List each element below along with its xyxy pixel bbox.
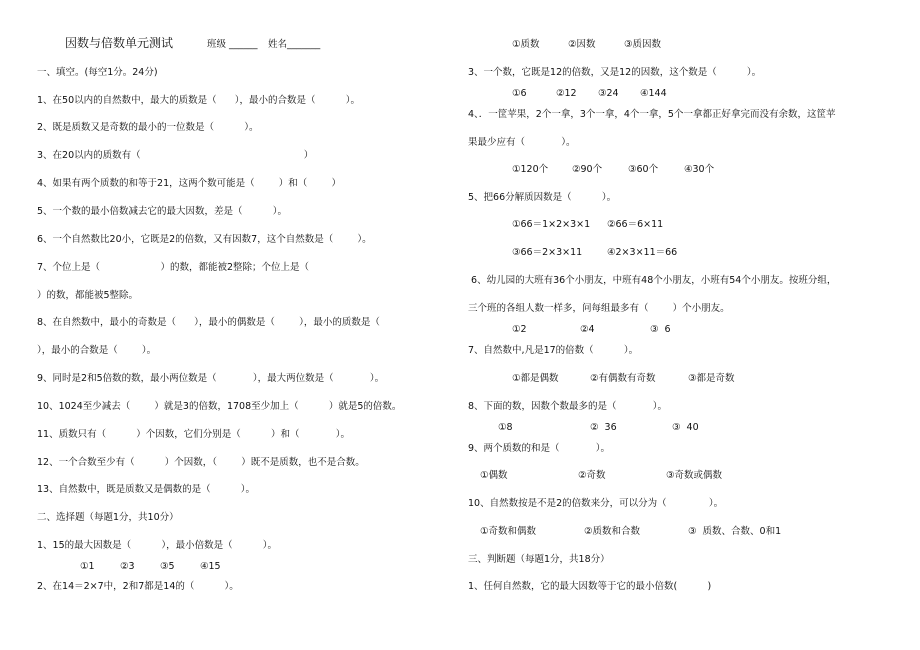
choice-2-option: ①质数 (512, 39, 540, 50)
choice-1-option: ②3 (120, 561, 135, 572)
choice-7-stem: 7、自然数中,凡是17的倍数（ ）。 (468, 345, 639, 356)
choice-7-option: ①都是偶数 (512, 373, 559, 384)
choice-2-option: ③质因数 (624, 39, 662, 50)
choice-2-option: ②因数 (568, 39, 596, 50)
question-5: 5、一个数的最小倍数减去它的最大因数，差是（ ）。 (37, 206, 287, 217)
choice-2-stem: 2、在14＝2×7中，2和7都是14的（ ）。 (37, 581, 239, 592)
choice-5-option: ①66＝1×2×3×1 (512, 219, 591, 230)
choice-9-option: ③奇数或偶数 (666, 470, 723, 481)
choice-7-option: ②有偶数有奇数 (590, 373, 656, 384)
section-3-heading: 三、判断题（每题1分，共18分） (468, 554, 610, 565)
test-title: 因数与倍数单元测试 (65, 36, 174, 50)
section-2-heading: 二、选择题（每题1分，共10分） (37, 512, 179, 523)
choice-5-option: ②66＝6×11 (607, 219, 664, 230)
choice-4-stem-line-2: 果最少应有（ ）。 (468, 137, 576, 148)
choice-8-option: ①8 (498, 422, 513, 433)
section-1-heading: 一、填空。(每空1分。24分) (37, 67, 158, 78)
name-field: 姓名_______ (268, 39, 321, 50)
choice-9-option: ②奇数 (578, 470, 606, 481)
class-field: 班级 ______ (207, 39, 258, 50)
choice-1-option: ①1 (80, 561, 95, 572)
choice-6-stem-line-2: 三个班的各组人数一样多，问每组最多有（ ）个小朋友。 (468, 303, 730, 314)
question-11: 11、质数只有（ ）个因数，它们分别是（ ）和（ ）。 (37, 429, 350, 440)
choice-5-option: ④2×3×11＝66 (607, 247, 678, 258)
choice-10-option: ②质数和合数 (584, 526, 641, 537)
choice-3-option: ④144 (640, 88, 667, 99)
choice-9-option: ①偶数 (480, 470, 508, 481)
choice-3-option: ③24 (598, 88, 619, 99)
question-4: 4、如果有两个质数的和等于21，这两个数可能是（ ）和（ ） (37, 178, 341, 189)
choice-6-option: ③ 6 (650, 324, 671, 335)
choice-4-option: ③60个 (628, 164, 659, 175)
choice-4-option: ①120个 (512, 164, 549, 175)
choice-7-option: ③都是奇数 (688, 373, 735, 384)
question-3: 3、在20以内的质数有（ ） (37, 150, 314, 161)
choice-10-option: ①奇数和偶数 (480, 526, 537, 537)
question-7-line-2: ）的数，都能被5整除。 (37, 290, 139, 301)
choice-1-stem: 1、15的最大因数是（ ），最小倍数是（ ）。 (37, 540, 278, 551)
choice-3-option: ①6 (512, 88, 527, 99)
choice-8-option: ③ 40 (672, 422, 699, 433)
question-8-line-1: 8、在自然数中，最小的奇数是（ ），最小的偶数是（ ），最小的质数是（ (37, 317, 380, 328)
question-8-line-2: ），最小的合数是（ ）。 (37, 345, 157, 356)
question-12: 12、一个合数至少有（ ）个因数，（ ）既不是质数，也不是合数。 (37, 457, 365, 468)
choice-6-option: ②4 (580, 324, 595, 335)
choice-4-option: ④30个 (684, 164, 715, 175)
choice-10-option: ③ 质数、合数、0和1 (688, 526, 782, 537)
choice-1-option: ③5 (160, 561, 175, 572)
question-1: 1、在50以内的自然数中，最大的质数是（ ），最小的合数是（ ）。 (37, 95, 360, 106)
choice-3-option: ②12 (556, 88, 577, 99)
choice-4-option: ②90个 (572, 164, 603, 175)
question-9: 9、同时是2和5倍数的数，最小两位数是（ ），最大两位数是（ ）。 (37, 373, 385, 384)
choice-8-option: ② 36 (590, 422, 617, 433)
question-2: 2、既是质数又是奇数的最小的一位数是（ ）。 (37, 122, 259, 133)
question-7-line-1: 7、个位上是（ ）的数，都能被2整除；个位上是（ (37, 262, 309, 273)
choice-1-option: ④15 (200, 561, 221, 572)
choice-10-stem: 10、自然数按是不是2的倍数来分，可以分为（ ）。 (468, 498, 724, 509)
question-6: 6、一个自然数比20小，它既是2的倍数，又有因数7，这个自然数是（ ）。 (37, 234, 372, 245)
choice-5-stem: 5、把66分解质因数是（ ）。 (468, 192, 617, 203)
choice-6-stem-line-1: 6、幼儿园的大班有36个小朋友，中班有48个小朋友，小班有54个小朋友。按班分组， (468, 275, 837, 286)
choice-8-stem: 8、下面的数，因数个数最多的是（ ）。 (468, 401, 668, 412)
choice-5-option: ③66＝2×3×11 (512, 247, 583, 258)
choice-4-stem-line-1: 4、．一筐苹果，2个一拿，3个一拿，4个一拿，5个一拿都正好拿完而没有余数，这筐苹 (468, 109, 836, 120)
choice-3-stem: 3、一个数，它既是12的倍数，又是12的因数，这个数是（ ）。 (468, 67, 762, 78)
choice-6-option: ①2 (512, 324, 527, 335)
true-false-1: 1、任何自然数，它的最大因数等于它的最小倍数( ) (468, 581, 712, 592)
question-10: 10、1024至少减去（ ）就是3的倍数，1708至少加上（ ）就是5的倍数。 (37, 401, 402, 412)
question-13: 13、自然数中，既是质数又是偶数的是（ ）。 (37, 484, 256, 495)
choice-9-stem: 9、两个质数的和是（ ）。 (468, 443, 611, 454)
